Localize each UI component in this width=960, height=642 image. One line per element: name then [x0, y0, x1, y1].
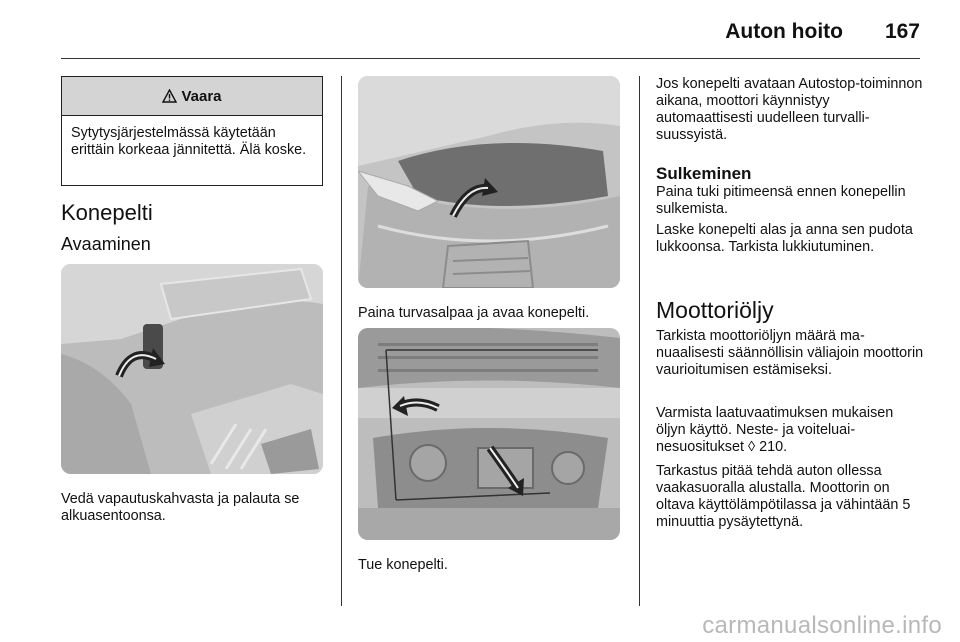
heading-moottorioljy: Moottoriöljy — [656, 297, 774, 323]
caption-support-hood: Tue konepelti. — [358, 557, 448, 573]
paragraph-autostop: Jos konepelti avataan Autostop-toiminnon aikana, moottori käynnistyy automaattisesti uudelleen turvallisuussyistä. — [656, 76, 923, 143]
page-number: 167 — [884, 20, 920, 43]
hood-open-illustration — [358, 76, 620, 288]
page-header — [0, 0, 960, 62]
warning-triangle-icon — [162, 89, 177, 103]
paragraph-oil-1: Tarkista moottoriöljyn määrä manuaalisesti säännöllisin väliajoin moottorin vaurioitumisen estämiseksi. — [656, 328, 924, 378]
heading-sulkeminen: Sulkeminen — [656, 164, 752, 183]
column-divider-2 — [639, 76, 640, 606]
section-title: Auton hoito — [725, 20, 843, 43]
heading-konepelti: Konepelti — [61, 200, 153, 225]
hood-support-illustration — [358, 328, 620, 540]
column-divider-1 — [341, 76, 342, 606]
subheading-avaaminen: Avaaminen — [61, 234, 151, 254]
warning-title: Vaara — [181, 87, 222, 105]
paragraph-closing-2: Laske konepelti alas ja anna sen pudota lukkoonsa. Tarkista lukkiutuminen. — [656, 222, 913, 255]
watermark: carmanualsonline.info — [702, 612, 942, 639]
caption-open-hood: Paina turvasalpaa ja avaa konepelti. — [358, 305, 590, 321]
caption-hood-release: Vedä vapautuskahvasta ja palauta se alkuasentoonsa. — [61, 491, 300, 524]
paragraph-oil-3: Tarkastus pitää tehdä auton ollessa vaakasuoralla alustalla. Moottorin on oltava käyttölämpötilassa ja vähintään 5 minuuttia pysäytettynä. — [656, 463, 911, 530]
hood-release-illustration — [61, 264, 323, 474]
paragraph-oil-2: Varmista laatuvaatimuksen mukaisen öljyn käyttö. Neste- ja voiteluainesuositukset ◊ 210. — [656, 405, 894, 455]
warning-box — [61, 76, 323, 186]
warning-text: Sytytysjärjestelmässä käytetään erittäin korkeaa jännitettä. Älä koske. — [71, 125, 307, 158]
paragraph-closing-1: Paina tuki pitimeensä ennen konepellin sulkemista. — [656, 184, 906, 217]
warning-header — [62, 77, 322, 116]
header-divider — [61, 58, 920, 59]
